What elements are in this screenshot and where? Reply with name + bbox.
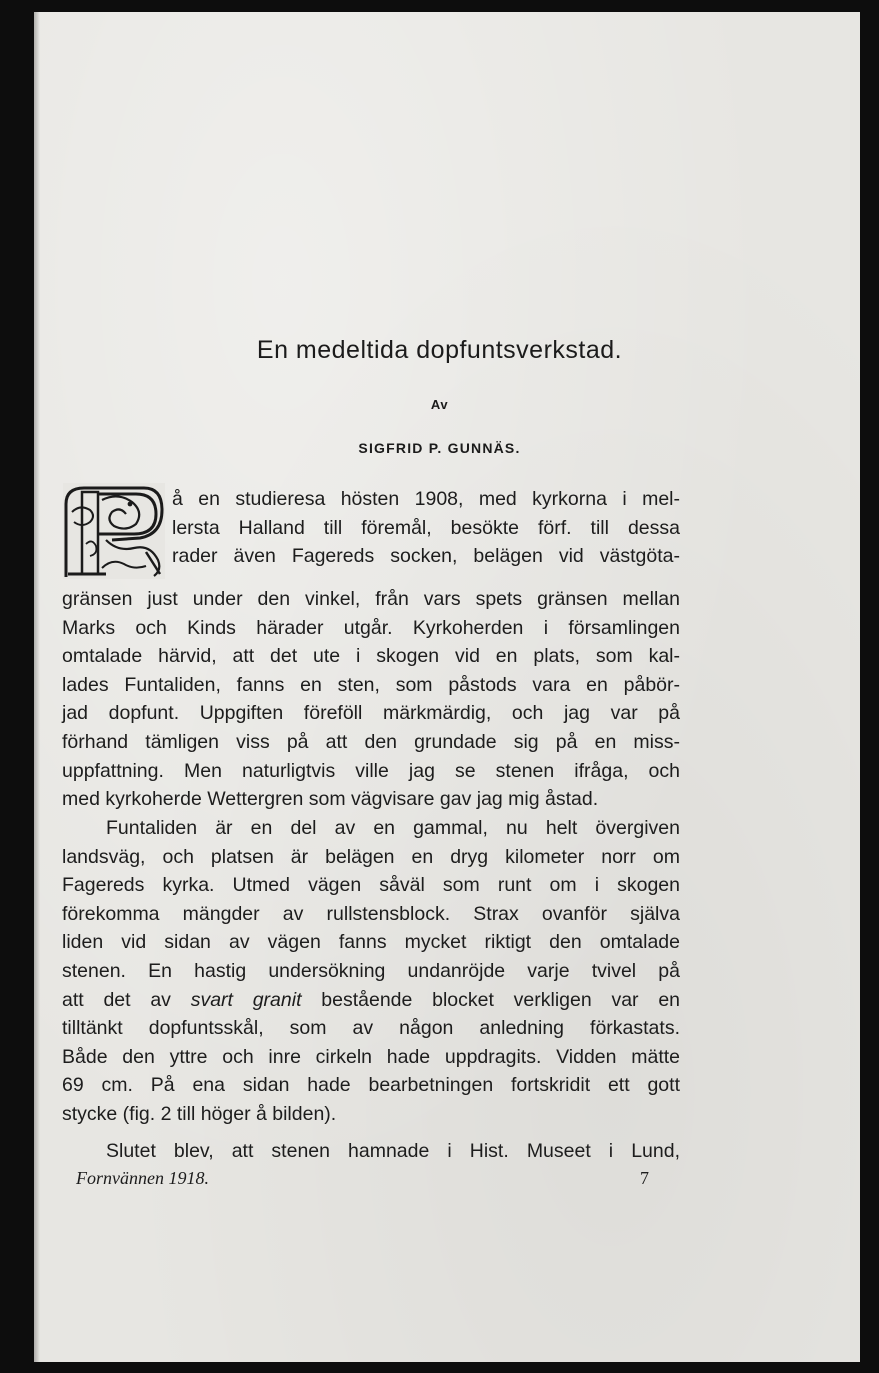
text-segment: att det av (62, 988, 191, 1011)
text-line: lersta Halland till föremål, besökte förf. till dessa (172, 516, 680, 539)
text-line: liden vid sidan av vägen fanns mycket riktigt den omtalade (62, 931, 680, 954)
text-line: Fagereds kyrka. Utmed vägen såväl som runt om i skogen (62, 874, 680, 897)
text-line: rader även Fagereds socken, belägen vid västgöta- (172, 545, 680, 568)
text-line: Slutet blev, att stenen hamnade i Hist. Museet i Lund, (106, 1140, 680, 1162)
page-shadow-edge (34, 12, 40, 1362)
text-line: å en studieresa hösten 1908, med kyrkorna i mel- (172, 488, 680, 510)
text-line: uppfattning. Men naturligtvis ville jag se stenen ifråga, och (62, 759, 680, 782)
text-line: omtalade härvid, att det ute i skogen vid en plats, som kal- (62, 645, 680, 668)
text-line: med kyrkoherde Wettergren som vägvisare gav jag mig åstad. (62, 788, 599, 811)
paragraph-3 (62, 1137, 680, 1166)
text-line: Funtaliden är en del av en gammal, nu helt övergiven (106, 817, 680, 839)
text-line: förekomma mängder av rullstensblock. Strax ovanför själva (62, 902, 680, 925)
text-line: 69 cm. På ena sidan hade bearbetningen fortskridit ett gott (62, 1074, 680, 1097)
decorated-initial-p-icon (62, 482, 166, 580)
text-line-with-italic (62, 986, 680, 1015)
text-line: lades Funtaliden, fanns en sten, som påstods vara en påbör- (62, 673, 680, 696)
text-line: stenen. En hastig undersökning undanröjde varje tvivel på (62, 959, 680, 982)
text-line: förhand tämligen viss på att den grundade sig på en miss- (62, 730, 680, 753)
byline-av: Av (430, 397, 449, 412)
drop-cap-lines (172, 485, 680, 571)
text-line: Både den yttre och inre cirkeln hade uppdragits. Vidden mätte (62, 1045, 680, 1068)
text-segment: bestående blocket verkligen var en (301, 988, 681, 1011)
text-line: Marks och Kinds härader utgår. Kyrkoherden i församlingen (62, 616, 680, 639)
text-line: jad dopfunt. Uppgiften föreföll märkmärdig, och jag var på (62, 702, 680, 725)
page-number: 7 (640, 1168, 649, 1188)
author-name: SIGFRID P. GUNNÄS. (358, 440, 521, 456)
article-title: En medeltida dopfuntsverkstad. (256, 336, 623, 364)
journal-footer: Fornvännen 1918. (76, 1168, 209, 1188)
paragraph-2 (62, 814, 680, 1129)
text-line: stycke (fig. 2 till höger å bilden). (62, 1102, 337, 1125)
italic-emphasis: svart granit (190, 988, 302, 1011)
text-line: landsväg, och platsen är belägen en dryg kilometer norr om (62, 845, 680, 868)
text-line: gränsen just under den vinkel, från vars spets gränsen mellan (62, 588, 680, 610)
paragraph-1 (62, 585, 680, 814)
text-line: tilltänkt dopfuntsskål, som av någon anledning förkastats. (62, 1017, 680, 1040)
